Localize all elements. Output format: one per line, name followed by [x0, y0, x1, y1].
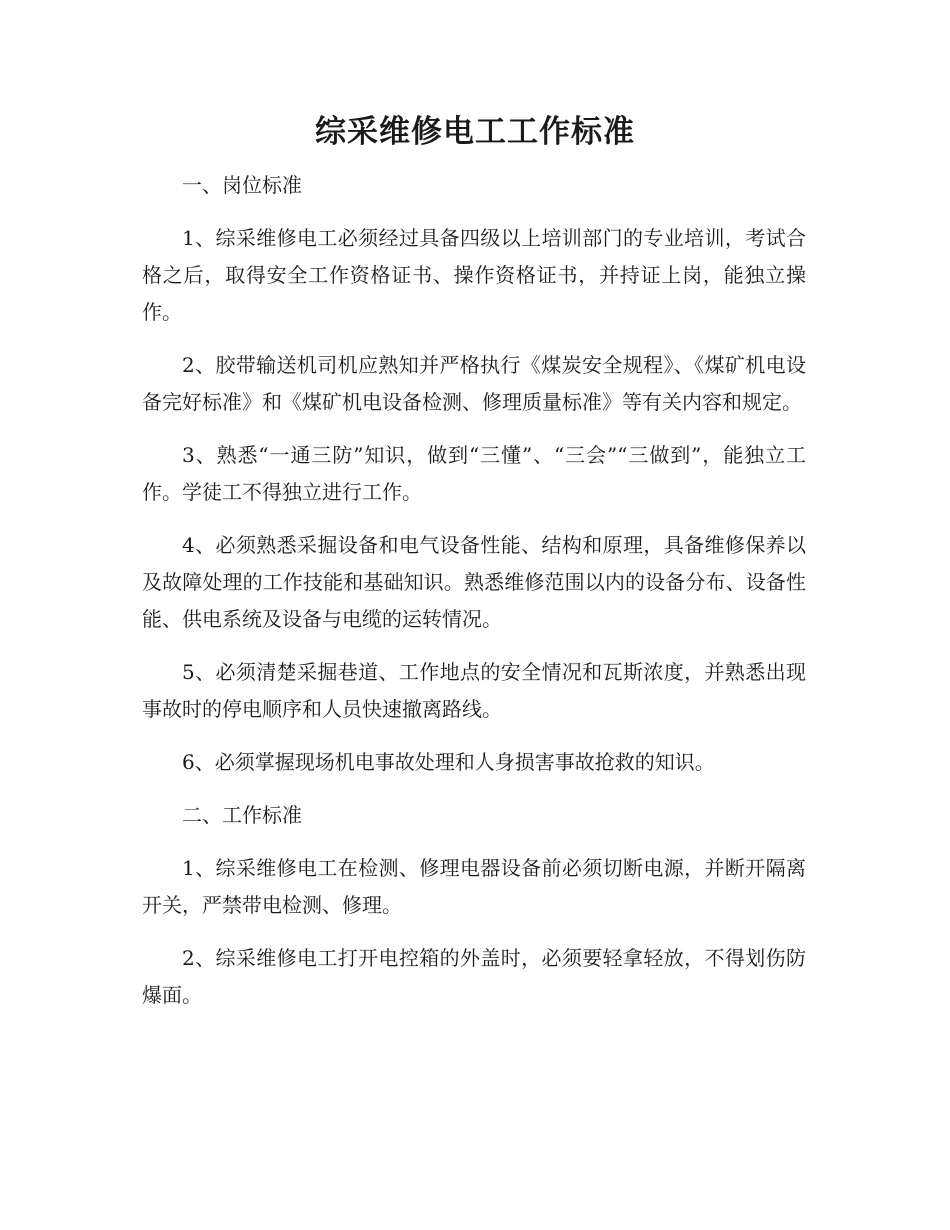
paragraph: 3、熟悉“一通三防”知识，做到“三懂”、“三会”“三做到”，能独立工作。学徒工不得独立进行工作。	[142, 443, 806, 504]
paragraph: 2、综采维修电工打开电控箱的外盖时，必须要轻拿轻放，不得划伤防爆面。	[142, 946, 806, 1007]
paragraph: 5、必须清楚采掘巷道、工作地点的安全情况和瓦斯浓度，并熟悉出现事故时的停电顺序和人员快速撤离路线。	[142, 660, 806, 721]
paragraph: 2、胶带输送机司机应熟知并严格执行《煤炭安全规程》、《煤矿机电设备完好标准》和《煤矿机电设备检测、修理质量标准》等有关内容和规定。	[142, 353, 806, 414]
paragraph: 6、必须掌握现场机电事故处理和人身损害事故抢救的知识。	[182, 750, 715, 774]
document-body	[142, 167, 806, 1030]
paragraph: 1、综采维修电工必须经过具备四级以上培训部门的专业培训，考试合格之后，取得安全工作资格证书、操作资格证书，并持证上岗，能独立操作。	[142, 226, 806, 324]
paragraph: 1、综采维修电工在检测、修理电器设备前必须切断电源，并断开隔离开关，严禁带电检测、修理。	[142, 856, 806, 917]
paragraph: 4、必须熟悉采掘设备和电气设备性能、结构和原理，具备维修保养以及故障处理的工作技能和基础知识。熟悉维修范围以内的设备分布、设备性能、供电系统及设备与电缆的运转情况。	[142, 533, 806, 631]
section-heading-work-standard: 二、工作标准	[182, 803, 302, 827]
section-heading-post-standard: 一、岗位标准	[182, 173, 302, 197]
document-title: 综采维修电工工作标准	[315, 114, 635, 150]
